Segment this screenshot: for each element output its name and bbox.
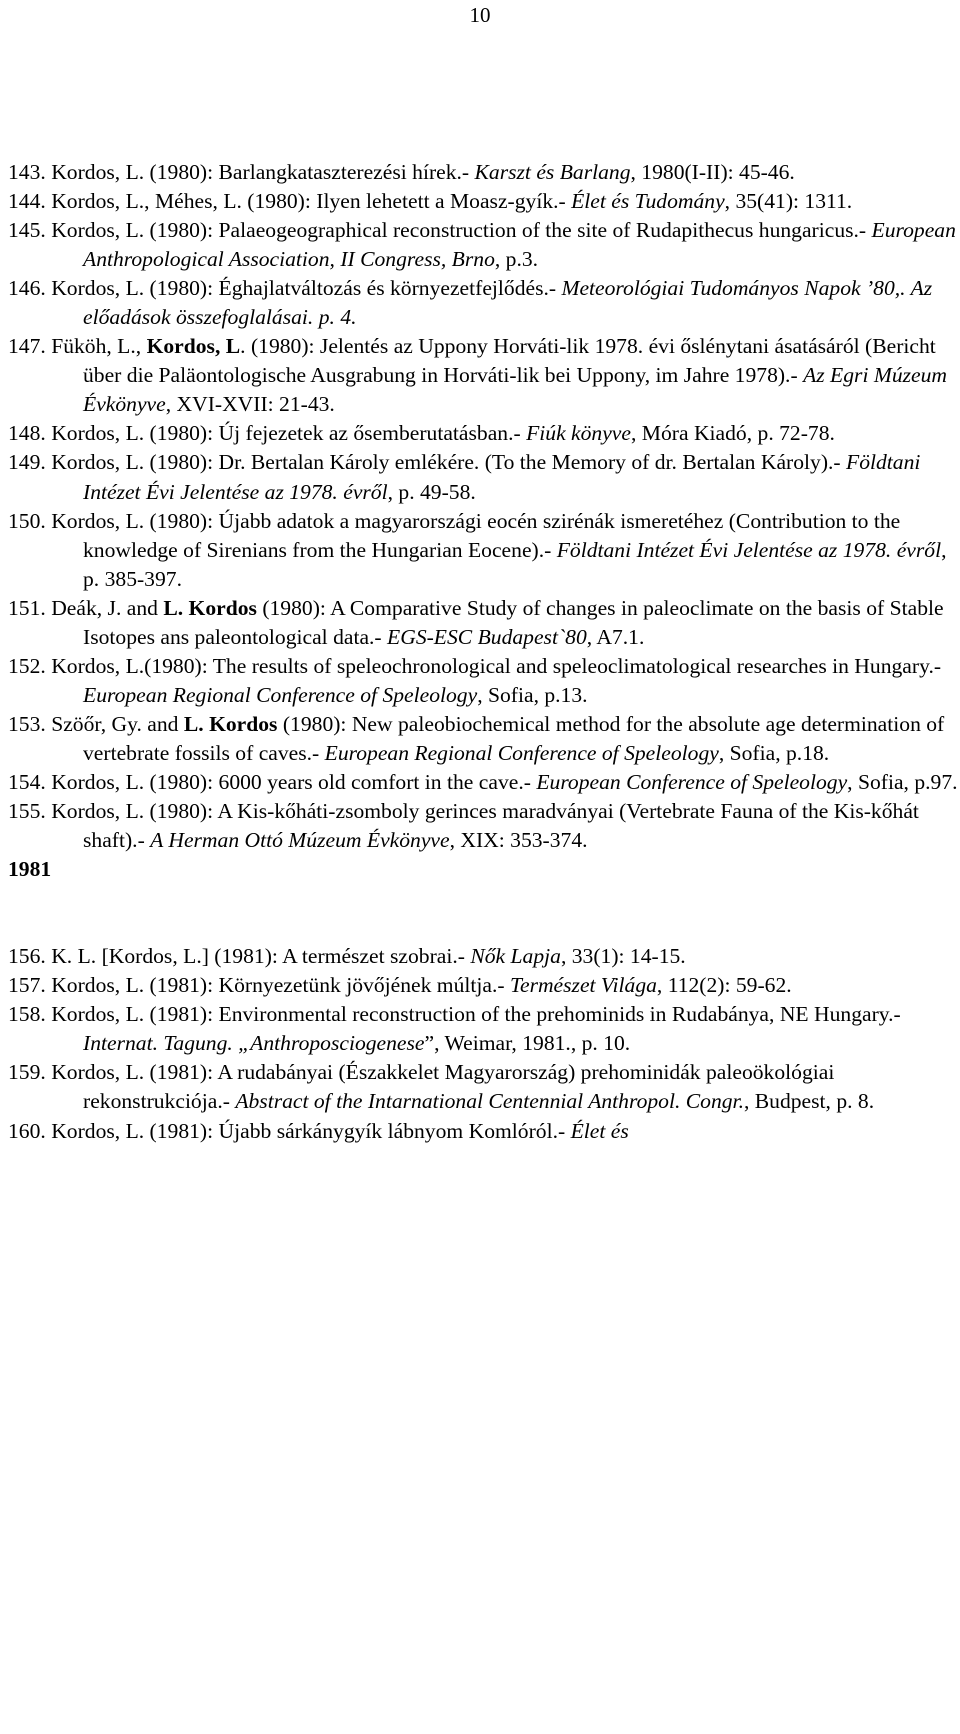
- reference-bold-text: Kordos, L: [146, 334, 241, 359]
- reference-text: 152. Kordos, L.(1980): The results of speleochronological and speleoclimatological researches in Hungary.-: [8, 653, 942, 678]
- reference-text: 153. Szöőr, Gy. and: [8, 711, 184, 736]
- reference-italic-text: A Herman Ottó Múzeum Évkönyve: [150, 828, 450, 853]
- reference-entry: [8, 448, 958, 506]
- reference-text: 160. Kordos, L. (1981): Újabb sárkánygyík lábnyom Komlóról.-: [8, 1118, 571, 1143]
- reference-text: 156. K. L. [Kordos, L.] (1981): A természet szobrai.-: [8, 944, 471, 969]
- reference-italic-text: Karszt és Barlang: [474, 160, 631, 184]
- reference-italic-text: Földtani Intézet Évi Jelentése az 1978. évről: [83, 450, 921, 504]
- reference-text: , 35(41): 1311.: [724, 189, 853, 214]
- reference-text: , 33(1): 14-15.: [560, 944, 686, 969]
- reference-text: 155. Kordos, L. (1980): A Kis-kőháti-zsomboly gerinces maradványai (Vertebrate Fauna of the Kis-kőhát shaft).-: [8, 799, 919, 853]
- reference-entry: [8, 1000, 958, 1058]
- references-1980: [8, 158, 958, 855]
- reference-entry: [8, 1117, 958, 1146]
- reference-list: [8, 158, 958, 1146]
- reference-bold-text: L. Kordos: [163, 595, 257, 620]
- reference-entry: [8, 507, 958, 594]
- reference-italic-text: European Conference of Speleology: [536, 769, 848, 794]
- reference-bold-text: L. Kordos: [183, 711, 278, 736]
- reference-entry: [8, 710, 958, 768]
- reference-entry: [8, 158, 958, 187]
- reference-entry: [8, 797, 958, 855]
- reference-italic-text: Természet Világa: [509, 973, 657, 998]
- reference-text: 157. Kordos, L. (1981): Környezetünk jövőjének múltja.-: [8, 973, 510, 998]
- year-heading: 1981: [8, 857, 52, 882]
- reference-text: , Sofia, p.13.: [477, 682, 588, 707]
- reference-italic-text: Internat. Tagung. „Anthroposciogenese: [83, 1031, 425, 1056]
- reference-text: 149. Kordos, L. (1980): Dr. Bertalan Károly emlékére. (To the Memory of dr. Bertalan Károly).-: [8, 450, 847, 475]
- reference-italic-text: European Anthropological Association, II Congress, Brno: [83, 218, 956, 272]
- reference-entry: [8, 942, 958, 971]
- reference-text: 150. Kordos, L. (1980): Újabb adatok a magyarországi eocén szirénák ismeretéhez (Contribution to the knowledge of Sirenians from the Hungarian Eocene).-: [8, 508, 901, 562]
- reference-italic-text: Élet és Tudomány: [571, 189, 725, 214]
- reference-text: , 1980(I-II): 45-46.: [630, 160, 795, 184]
- reference-text: , p. 385-397.: [83, 537, 947, 591]
- reference-text: , p. 49-58.: [387, 479, 476, 504]
- reference-entry: [8, 652, 958, 710]
- reference-text: , 112(2): 59-62.: [656, 973, 792, 998]
- reference-italic-text: Földtani Intézet Évi Jelentése az 1978. évről: [556, 537, 942, 562]
- reference-text: (1980): A Comparative Study of changes in paleoclimate on the basis of Stable Isotopes ans paleontological data.-: [83, 595, 944, 649]
- reference-italic-text: Abstract of the Intarnational Centennial Anthropol. Congr.: [235, 1089, 744, 1114]
- reference-text: 145. Kordos, L. (1980): Palaeogeographical reconstruction of the site of Rudapithecus hungaricus.-: [8, 218, 872, 243]
- reference-text: 144. Kordos, L., Méhes, L. (1980): Ilyen lehetett a Moasz-gyík.-: [8, 189, 572, 214]
- reference-italic-text: EGS-ESC Budapest`80: [387, 624, 587, 649]
- reference-text: , Budpest, p. 8.: [743, 1089, 875, 1114]
- reference-text: (1980): New paleobiochemical method for the absolute age determination of vertebrate fossils of caves.-: [83, 711, 945, 765]
- reference-entry: [8, 768, 958, 797]
- reference-text: 158. Kordos, L. (1981): Environmental reconstruction of the prehominids in Rudabánya, NE Hungary.-: [8, 1002, 901, 1027]
- reference-text: 143. Kordos, L. (1980): Barlangkataszterezési hírek.-: [8, 160, 475, 184]
- reference-text: 154. Kordos, L. (1980): 6000 years old comfort in the cave.-: [8, 769, 537, 794]
- reference-entry: [8, 1058, 958, 1116]
- reference-entry: [8, 332, 958, 419]
- reference-text: , A7.1.: [586, 624, 645, 649]
- reference-text: , p.3.: [494, 247, 539, 272]
- reference-italic-text: Nők Lapja: [470, 944, 561, 969]
- reference-entry: [8, 216, 958, 274]
- reference-text: 159. Kordos, L. (1981): A rudabányai (Északkelet Magyarország) prehominidák paleoökológiai rekonstrukciója.-: [8, 1060, 835, 1114]
- reference-text: , Sofia, p.18.: [718, 740, 830, 765]
- reference-text: ”, Weimar, 1981., p. 10.: [424, 1031, 631, 1056]
- page-number: 10: [469, 3, 491, 27]
- reference-text: , XIX: 353-374.: [449, 828, 588, 853]
- reference-text: , Sofia, p.97.: [847, 769, 958, 794]
- reference-text: 151. Deák, J. and: [8, 595, 164, 620]
- reference-italic-text: European Regional Conference of Speleology: [324, 740, 719, 765]
- reference-text: 148. Kordos, L. (1980): Új fejezetek az ősemberutatásban.-: [8, 421, 527, 446]
- reference-entry: [8, 419, 958, 448]
- reference-italic-text: Az Egri Múzeum Évkönyve: [83, 363, 948, 417]
- reference-italic-text: Meteorológiai Tudományos Napok ’80,. Az előadások összefoglalásai. p. 4.: [83, 276, 933, 330]
- reference-text: . (1980): Jelentés az Uppony Horváti-lik 1978. évi őslénytani ásatásáról (Bericht über die Paläontologische Ausgrabung in Horváti-lik bei Uppony, im Jahre 1978).-: [83, 334, 936, 388]
- reference-text: , XVI-XVII: 21-43.: [165, 392, 335, 417]
- reference-entry: [8, 594, 958, 652]
- reference-entry: [8, 187, 958, 216]
- reference-entry: [8, 971, 958, 1000]
- reference-italic-text: Élet és: [570, 1118, 629, 1143]
- reference-text: 147. Füköh, L.,: [8, 334, 147, 359]
- reference-italic-text: Fiúk könyve: [526, 421, 631, 446]
- reference-entry: [8, 274, 958, 332]
- reference-text: 146. Kordos, L. (1980): Éghajlatváltozás és környezetfejlődés.-: [8, 276, 562, 301]
- references-1981: [8, 942, 958, 1145]
- reference-italic-text: European Regional Conference of Speleology: [83, 682, 478, 707]
- reference-text: , Móra Kiadó, p. 72-78.: [630, 421, 835, 446]
